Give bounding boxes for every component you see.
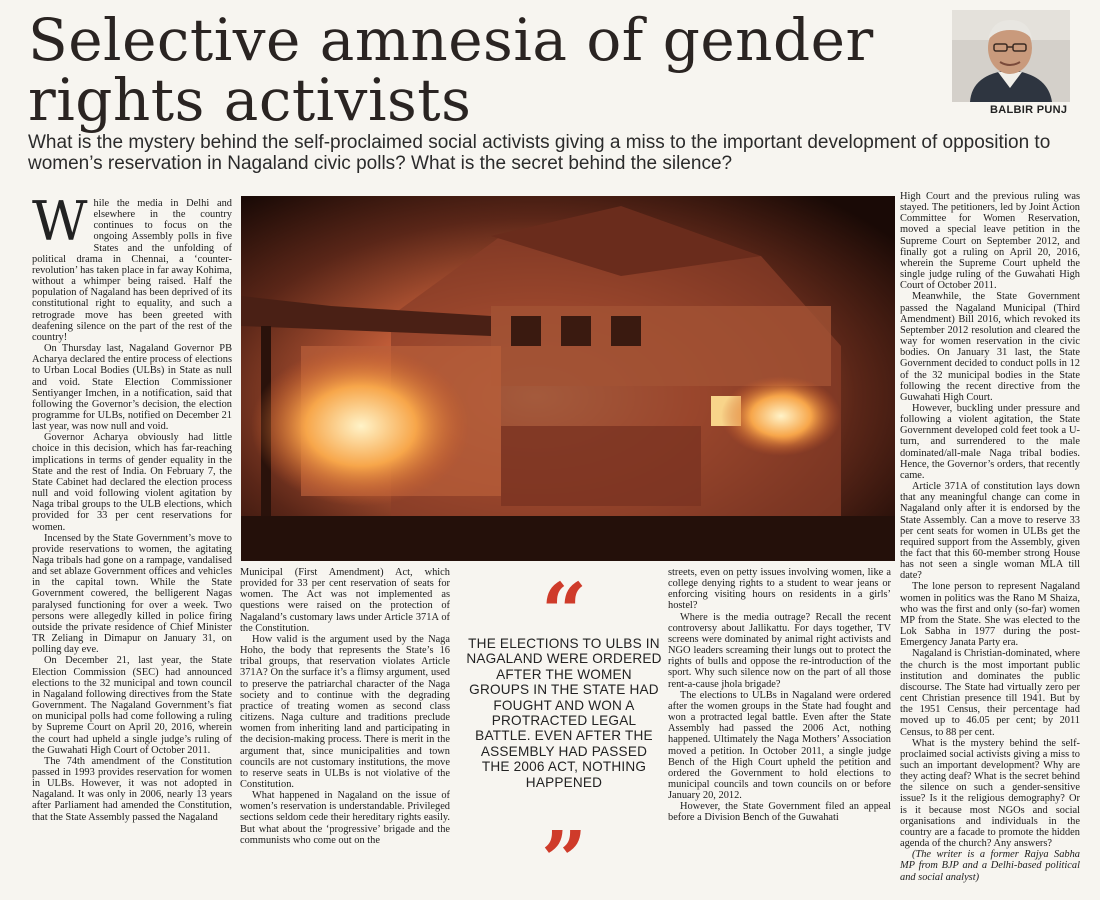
paragraph: hile the media in Delhi and elsewhere in the country continues to focus on the ongoing Assembly polls in five States and the unfolding of political drama in Chennai, a ‘counter-revolution’ has taken place in far away Kohima, without a whimper being raised. Half the population of Nagaland has been deprived of its constitutional right to equality, and such a retrograde move has been greeted with deafening silence on the part of the rest of the country! bbox=[32, 198, 232, 343]
drop-cap: W bbox=[32, 190, 88, 253]
column-2 bbox=[240, 567, 450, 846]
pull-quote-text: THE ELECTIONS TO ULBS IN NAGALAND WERE ORDERED AFTER THE WOMEN GROUPS IN THE STATE HAD FOUGHT AND WON A PROTRACTED LEGAL BATTLE. EVEN AFTER THE ASSEMBLY HAD PASSED THE 2006 ACT, NOTHING HAPPENED bbox=[466, 636, 662, 790]
paragraph: Article 371A of constitution lays down that any meaningful change can come in Nagaland only after it is endorsed by the State Assembly. Can a move to reserve 33 per cent seats for women in ULBs get the required support from the Assembly, given the fact that this 60-member strong House has not seen a single woman MLA till date? bbox=[900, 481, 1080, 582]
deck: What is the mystery behind the self-proclaimed social activists giving a miss to the important development of opposition to women’s reservation in Nagaland civic polls? What is the secret behind the silence? bbox=[28, 132, 1051, 174]
paragraph: streets, even on petty issues involving women, like a college denying rights to a student to wear jeans or enforcing visiting hours on residents in a girls’ hostel? bbox=[668, 567, 891, 612]
pull-quote bbox=[466, 565, 662, 900]
paragraph: Incensed by the State Government’s move to provide reservations to women, the agitating Naga tribals had gone on a rampage, vandalised and set ablaze Government offices and vehicles in the capital town. While the State Government cowered, the belligerent Nagas paralysed functioning for over a week. Two persons were allegedly killed in police firing outside the private residence of Chief Minister TR Zeliang in Dimapur on January 31, on polling day eve. bbox=[32, 532, 232, 656]
paragraph: The lone person to represent Nagaland women in politics was the Rano M Shaiza, who was the first and only (so-far) women MP from the State. She was elected to the Lok Sabha in 1977 during the post-Emergency Janata Party era. bbox=[900, 581, 1080, 649]
paragraph: On December 21, last year, the State Election Commission (SEC) had announced elections to the 32 municipal and town council in Nagaland following directives from the State Government. The Nagaland Government’s fiat on municipal polls had come following a ruling by Supreme Court on April 20, 2016, wherein the court had upheld a single judge’s ruling of the Guwahati High Court of October 2011. bbox=[32, 655, 232, 756]
paragraph: The elections to ULBs in Nagaland were ordered after the women groups in the State had fought and won a protracted legal battle. Even after the State Assembly had passed the 2006 Act, nothing happened. Ultimately the Naga Mothers’ Association moved a petition. In October 2011, a single judge Bench of the High Court upheld the petition and ordered the Government to hold elections to municipal councils and town councils on or before January 20, 2012. bbox=[668, 689, 891, 802]
headline: Selective amnesia of gender rights activists bbox=[28, 6, 874, 134]
close-quote-icon: ” bbox=[540, 813, 587, 900]
author-note: (The writer is a former Rajya Sabha MP from BJP and a Delhi-based political and social analyst) bbox=[900, 849, 1080, 883]
paragraph: Meanwhile, the State Government passed the Nagaland Municipal (Third Amendment) Bill 2016, which revoked its September 2012 resolution and cleared the way for women reservation in the civic bodies. On January 31 last, the State Government decided to conduct polls in 12 of the 32 municipal bodies in the State following the recent directive from the Guwahati High Court. bbox=[900, 291, 1080, 403]
author-photo bbox=[952, 10, 1070, 102]
open-quote-icon: “ bbox=[540, 565, 587, 659]
column-1 bbox=[32, 190, 232, 823]
paragraph: Municipal (First Amendment) Act, which provided for 33 per cent reservation of seats for women. The Act was not implemented as questions were raised on the protection of Nagaland’s customary laws under Article 371A of the Constitution. bbox=[240, 567, 450, 634]
fire-photo bbox=[241, 196, 895, 561]
paragraph: Nagaland is Christian-dominated, where the church is the most important public institution and dominates the public discourse. The State had virtually zero per cent Christian presence till 1941. But by the 1951 Census, their percentage had moved up to 46.05 per cent; by 2011 Census, to 88 per cent. bbox=[900, 648, 1080, 738]
column-3 bbox=[668, 567, 891, 824]
author-name: BALBIR PUNJ bbox=[990, 104, 1068, 116]
paragraph: However, buckling under pressure and following a violent agitation, the State Government developed cold feet took a U-turn, and surrendered to the male dominated/all-male Naga tribal bodies. Hence, the Governor’s orders, that recently came. bbox=[900, 402, 1080, 481]
paragraph: What happened in Nagaland on the issue of women’s reservation is understandable. Privileged sections seldom cede their hereditary rights easily. But what about the ‘progressive’ brigade and the communists who come out on the bbox=[240, 790, 450, 846]
paragraph: However, the State Government filed an appeal before a Division Bench of the Guwahati bbox=[668, 801, 891, 824]
paragraph: What is the mystery behind the self-proclaimed social activists giving a miss to such an important development? Why are they acting deaf? What is the secret behind the silence on such a gender-sensitive issue? Is it the religious demography? Or is it because most NGOs and social organisations and individuals in the country are a facade to promote the hidden agenda of the church? Any answers? bbox=[900, 737, 1080, 850]
column-4 bbox=[900, 191, 1080, 883]
paragraph: How valid is the argument used by the Naga Hoho, the body that represents the State’s 16 tribal groups, that reservation violates Article 371A? On the surface it’s a flimsy argument, used to preserve the patriarchal character of the Naga society and to continue with the degrading practice of treating women as second class citizens. Naga culture and traditions preclude women from inheriting land and participating in the decision-making process. There is merit in the argument that, since municipalities and town councils are not customary institutions, the move to reserve seats in ULBs is not violative of the Constitution. bbox=[240, 633, 450, 790]
paragraph: The 74th amendment of the Constitution passed in 1993 provides reservation for women in ULBs. However, it was not adopted in Nagaland. It was only in 2006, nearly 13 years after Parliament had amended the Constitution, that the State Assembly passed the Nagaland bbox=[32, 755, 232, 823]
paragraph: High Court and the previous ruling was stayed. The petitioners, led by Joint Action Committee for Women Reservation, moved a special leave petition in the Supreme Court on September 2012, and finally got a ruling on April 20, 2016, wherein the Supreme Court upheld the single judge ruling of the Guwahati High Court of October 2011. bbox=[900, 191, 1080, 292]
paragraph: On Thursday last, Nagaland Governor PB Acharya declared the entire process of elections to Urban Local Bodies (ULBs) in State as null and void. State Election Commissioner Sentiyanger Imchen, in a notification, said that following the Governor’s decision, the election programme for ULBs, notified on December 21 last year, was now null and void. bbox=[32, 343, 232, 433]
paragraph: Governor Acharya obviously had little choice in this decision, which has far-reaching implications in terms of gender equality in the State and the rest of India. On February 7, the State Cabinet had declared the election process null and void following violent agitation by Naga tribal groups to the ULB elections, which provided for 33 per cent reservations for women. bbox=[32, 432, 232, 533]
paragraph: Where is the media outrage? Recall the recent controversy about Jallikattu. For days together, TV screens were dominated by animal right activists and NGO leaders screaming their lungs out to protect the rights of bulls and oppose the re-introduction of the sport. Why such silence now on the part of all those rent-a-cause jhola brigade? bbox=[668, 611, 891, 690]
